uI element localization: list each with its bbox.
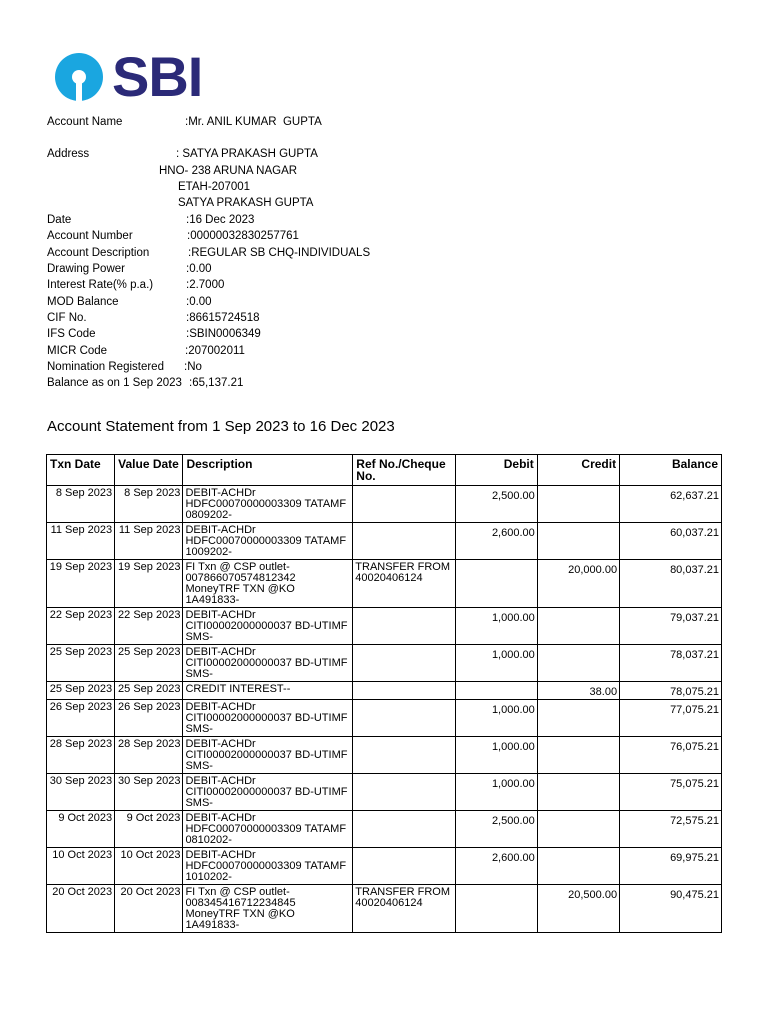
address-line: : SATYA PRAKASH GUPTA	[176, 148, 318, 160]
field-label: Date	[47, 214, 72, 226]
field-label: Account Number	[47, 230, 133, 242]
balance-cell: 80,037.21	[620, 560, 722, 608]
txn-date-cell: 30 Sep 2023	[47, 774, 115, 811]
txn-date-cell: 25 Sep 2023	[47, 682, 115, 700]
table-row	[47, 811, 722, 848]
credit-cell	[537, 523, 619, 560]
txn-date-cell: 9 Oct 2023	[47, 811, 115, 848]
table-row	[47, 560, 722, 608]
ref-cell	[353, 700, 455, 737]
debit-cell: 1,000.00	[455, 645, 537, 682]
debit-cell: 1,000.00	[455, 737, 537, 774]
field-label: MICR Code	[47, 345, 108, 357]
balance-cell: 76,075.21	[620, 737, 722, 774]
ref-cell	[353, 608, 455, 645]
description-cell: DEBIT-ACHDr CITI00002000000037 BD-UTIMF SMS-	[183, 700, 353, 737]
credit-cell	[537, 608, 619, 645]
value-date-cell: 26 Sep 2023	[115, 700, 183, 737]
credit-cell: 20,500.00	[537, 885, 619, 933]
balance-cell: 78,037.21	[620, 645, 722, 682]
ref-cell: TRANSFER FROM 40020406124	[353, 560, 455, 608]
ref-cell	[353, 682, 455, 700]
field-label: CIF No.	[47, 312, 87, 324]
balance-cell: 69,975.21	[620, 848, 722, 885]
credit-cell	[537, 700, 619, 737]
balance-cell: 90,475.21	[620, 885, 722, 933]
table-row	[47, 608, 722, 645]
balance-cell: 79,037.21	[620, 608, 722, 645]
txn-date-cell: 28 Sep 2023	[47, 737, 115, 774]
ref-cell	[353, 523, 455, 560]
value-date-cell: 28 Sep 2023	[115, 737, 183, 774]
sbi-keyhole-icon	[54, 52, 104, 102]
txn-date-cell: 11 Sep 2023	[47, 523, 115, 560]
description-cell: DEBIT-ACHDr HDFC00070000003309 TATAMF 0810202-	[183, 811, 353, 848]
credit-cell: 20,000.00	[537, 560, 619, 608]
debit-cell	[455, 560, 537, 608]
field-label: IFS Code	[47, 328, 96, 340]
credit-cell: 38.00	[537, 682, 619, 700]
field-value: :16 Dec 2023	[186, 214, 255, 226]
field-value: :2.7000	[186, 279, 225, 291]
value-date-cell: 10 Oct 2023	[115, 848, 183, 885]
ref-cell	[353, 811, 455, 848]
balance-cell: 77,075.21	[620, 700, 722, 737]
value-date-cell: 9 Oct 2023	[115, 811, 183, 848]
field-value: :0.00	[186, 296, 212, 308]
field-value: :207002011	[185, 345, 245, 357]
ref-cell	[353, 486, 455, 523]
transactions-table	[46, 454, 722, 933]
address-line: SATYA PRAKASH GUPTA	[178, 197, 314, 209]
account-name-value: :Mr. ANIL KUMAR GUPTA	[185, 116, 322, 128]
txn-date-cell: 22 Sep 2023	[47, 608, 115, 645]
balance-cell: 78,075.21	[620, 682, 722, 700]
credit-cell	[537, 737, 619, 774]
col-balance: Balance	[620, 455, 722, 486]
col-debit: Debit	[455, 455, 537, 486]
table-row	[47, 523, 722, 560]
description-cell: DEBIT-ACHDr HDFC00070000003309 TATAMF 1009202-	[183, 523, 353, 560]
col-txn-date: Txn Date	[47, 455, 115, 486]
debit-cell: 1,000.00	[455, 774, 537, 811]
credit-cell	[537, 645, 619, 682]
debit-cell: 2,600.00	[455, 848, 537, 885]
txn-date-cell: 20 Oct 2023	[47, 885, 115, 933]
table-row	[47, 885, 722, 933]
account-name-label: Account Name	[47, 116, 123, 128]
txn-date-cell: 26 Sep 2023	[47, 700, 115, 737]
address-line: HNO- 238 ARUNA NAGAR	[159, 165, 298, 177]
ref-cell	[353, 774, 455, 811]
balance-cell: 72,575.21	[620, 811, 722, 848]
field-value: :65,137.21	[189, 377, 244, 389]
ref-cell: TRANSFER FROM 40020406124	[353, 885, 455, 933]
address-line: ETAH-207001	[178, 181, 251, 193]
col-value-date: Value Date	[115, 455, 183, 486]
debit-cell: 1,000.00	[455, 700, 537, 737]
field-label: Nomination Registered	[47, 361, 164, 373]
description-cell: DEBIT-ACHDr CITI00002000000037 BD-UTIMF SMS-	[183, 645, 353, 682]
field-label: Balance as on 1 Sep 2023	[47, 377, 182, 389]
brand-name: SBI	[112, 45, 203, 108]
table-row	[47, 737, 722, 774]
field-value: :SBIN0006349	[186, 328, 261, 340]
description-cell: DEBIT-ACHDr CITI00002000000037 BD-UTIMF SMS-	[183, 737, 353, 774]
description-cell: FI Txn @ CSP outlet- 008345416712234845 MoneyTRF TXN @KO 1A491833-	[183, 885, 353, 933]
txn-date-cell: 8 Sep 2023	[47, 486, 115, 523]
description-cell: DEBIT-ACHDr CITI00002000000037 BD-UTIMF SMS-	[183, 774, 353, 811]
debit-cell: 2,600.00	[455, 523, 537, 560]
ref-cell	[353, 737, 455, 774]
value-date-cell: 22 Sep 2023	[115, 608, 183, 645]
value-date-cell: 25 Sep 2023	[115, 645, 183, 682]
table-row	[47, 645, 722, 682]
field-value: :REGULAR SB CHQ-INDIVIDUALS	[188, 247, 371, 259]
debit-cell: 1,000.00	[455, 608, 537, 645]
table-row	[47, 848, 722, 885]
field-value: :No	[184, 361, 202, 373]
txn-date-cell: 10 Oct 2023	[47, 848, 115, 885]
credit-cell	[537, 848, 619, 885]
balance-cell: 62,637.21	[620, 486, 722, 523]
description-cell: DEBIT-ACHDr HDFC00070000003309 TATAMF 0809202-	[183, 486, 353, 523]
balance-cell: 60,037.21	[620, 523, 722, 560]
credit-cell	[537, 486, 619, 523]
value-date-cell: 30 Sep 2023	[115, 774, 183, 811]
table-header-row	[47, 455, 722, 486]
description-cell: DEBIT-ACHDr CITI00002000000037 BD-UTIMF SMS-	[183, 608, 353, 645]
txn-date-cell: 25 Sep 2023	[47, 645, 115, 682]
value-date-cell: 20 Oct 2023	[115, 885, 183, 933]
txn-date-cell: 19 Sep 2023	[47, 560, 115, 608]
field-label: MOD Balance	[47, 296, 119, 308]
col-ref: Ref No./Cheque No.	[353, 455, 455, 486]
table-row	[47, 682, 722, 700]
balance-cell: 75,075.21	[620, 774, 722, 811]
field-value: :00000032830257761	[187, 230, 299, 242]
value-date-cell: 19 Sep 2023	[115, 560, 183, 608]
value-date-cell: 11 Sep 2023	[115, 523, 183, 560]
address-label: Address	[47, 148, 90, 160]
col-description: Description	[183, 455, 353, 486]
ref-cell	[353, 645, 455, 682]
field-value: :86615724518	[186, 312, 260, 324]
col-credit: Credit	[537, 455, 619, 486]
field-value: :0.00	[186, 263, 212, 275]
description-cell: FI Txn @ CSP outlet- 007866070574812342 MoneyTRF TXN @KO 1A491833-	[183, 560, 353, 608]
credit-cell	[537, 811, 619, 848]
description-cell: CREDIT INTEREST--	[183, 682, 353, 700]
description-cell: DEBIT-ACHDr HDFC00070000003309 TATAMF 1010202-	[183, 848, 353, 885]
value-date-cell: 25 Sep 2023	[115, 682, 183, 700]
debit-cell	[455, 885, 537, 933]
table-row	[47, 700, 722, 737]
debit-cell: 2,500.00	[455, 811, 537, 848]
sbi-logo	[54, 45, 203, 108]
field-label: Drawing Power	[47, 263, 125, 275]
value-date-cell: 8 Sep 2023	[115, 486, 183, 523]
field-label: Account Description	[47, 247, 150, 259]
table-row	[47, 774, 722, 811]
credit-cell	[537, 774, 619, 811]
statement-title: Account Statement from 1 Sep 2023 to 16 Dec 2023	[47, 418, 395, 435]
table-row	[47, 486, 722, 523]
field-label: Interest Rate(% p.a.)	[47, 279, 154, 291]
debit-cell: 2,500.00	[455, 486, 537, 523]
debit-cell	[455, 682, 537, 700]
ref-cell	[353, 848, 455, 885]
